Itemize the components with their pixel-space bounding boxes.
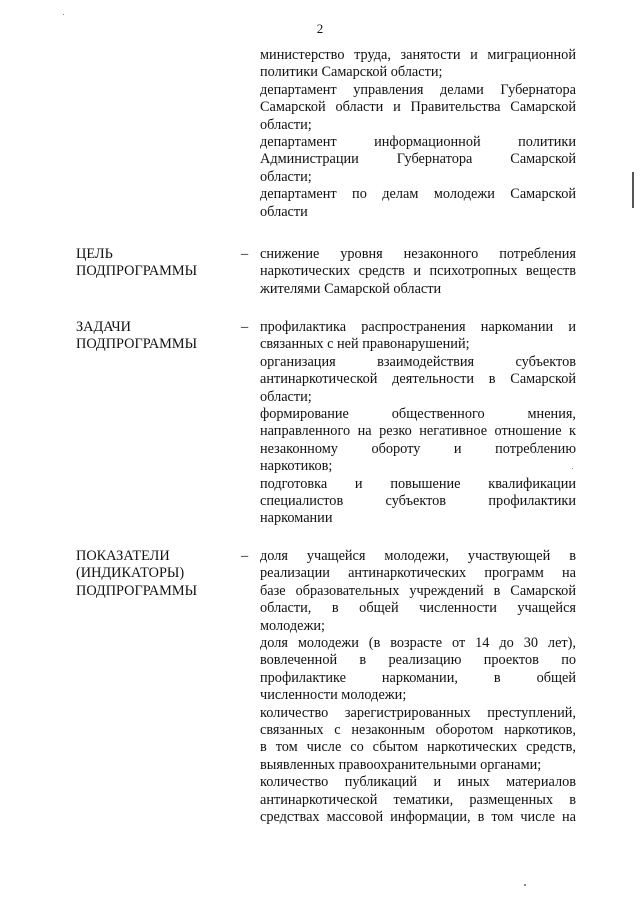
executors-list [260, 47, 576, 221]
text-line: антинаркотической деятельности в Самарской [260, 371, 576, 388]
text-line: специалистов субъектов профилактики [260, 493, 576, 510]
text-line: направленного на резко негативное отношение к [260, 423, 576, 440]
page-number: 2 [316, 21, 324, 36]
indicators-dash: – [241, 548, 249, 564]
tasks-label [76, 319, 226, 354]
indicator-item [260, 774, 576, 826]
text-line: вовлеченной в реализацию проектов по [260, 652, 576, 669]
text-line: формирование общественного мнения, [260, 406, 576, 423]
text-line: наркотиков; [260, 458, 333, 475]
text-line: наркомании [260, 510, 333, 527]
goal-text [260, 246, 576, 298]
text-line: антинаркотической тематики, размещенных в [260, 791, 576, 808]
text-line: министерство труда, занятости и миграционной [260, 47, 576, 63]
text-line: в том числе со сбытом наркотических средств, [260, 739, 576, 756]
text-line: департамент управления делами Губернатора [260, 81, 576, 98]
text-line: подготовка и повышение квалификации [260, 475, 576, 492]
scan-edge-mark [632, 172, 634, 208]
text-line: связанных с ней правонарушений; [260, 336, 470, 353]
tasks-list [260, 319, 576, 528]
executor-item [260, 134, 576, 186]
text-line: жителями Самарской области [260, 280, 442, 297]
text-line: департамент по делам молодежи Самарской [260, 186, 576, 203]
text-line: доля молодежи (в возрасте от 14 до 30 лет), [260, 635, 576, 652]
text-line: снижение уровня незаконного потребления [260, 246, 576, 262]
task-item [260, 319, 576, 354]
text-line: незаконному обороту и потреблению [260, 440, 576, 457]
scan-speck [572, 468, 573, 469]
goal-dash: – [241, 246, 249, 262]
text-line: количество публикаций и иных материалов [260, 774, 576, 791]
label-line: ПОДПРОГРАММЫ [76, 582, 198, 599]
label-line: (ИНДИКАТОРЫ) [76, 565, 185, 582]
text-line: организация взаимодействия субъектов [260, 353, 576, 370]
text-line: области; [260, 116, 312, 133]
text-line: базе образовательных учреждений в Самарской [260, 582, 576, 599]
task-item [260, 476, 576, 528]
executor-item [260, 47, 576, 82]
text-line: профилактике наркомании, в общей [260, 669, 576, 686]
text-line: области; [260, 168, 312, 185]
indicator-item [260, 705, 576, 775]
text-line: молодежи; [260, 617, 325, 634]
executor-item [260, 82, 576, 134]
indicators-label [76, 548, 226, 600]
text-line: профилактика распространения наркомании и [260, 319, 576, 335]
text-line: департамент информационной политики [260, 134, 576, 151]
label-line: ПОДПРОГРАММЫ [76, 263, 198, 280]
scan-speck [524, 884, 526, 886]
scan-speck [63, 14, 64, 15]
label-line: ПОКАЗАТЕЛИ [76, 548, 170, 564]
text-line: связанных с незаконным оборотом наркотиков, [260, 722, 576, 739]
text-line: области, в общей численности учащейся [260, 600, 576, 617]
goal-label [76, 246, 226, 281]
indicator-item [260, 635, 576, 705]
text-line: наркотических средств и психотропных веществ [260, 263, 576, 280]
task-item [260, 406, 576, 476]
tasks-dash: – [241, 319, 249, 335]
text-line: средствах массовой информации, в том числе на [260, 809, 576, 826]
executor-item [260, 186, 576, 221]
text-line: политики Самарской области; [260, 64, 443, 81]
text-line: реализации антинаркотических программ на [260, 565, 576, 582]
text-line: доля учащейся молодежи, участвующей в [260, 548, 576, 564]
label-line: ЗАДАЧИ [76, 319, 132, 335]
indicator-item [260, 548, 576, 635]
text-line: области [260, 203, 308, 220]
text-line: выявленных правоохранительными органами; [260, 756, 542, 773]
indicators-list [260, 548, 576, 827]
label-line: ПОДПРОГРАММЫ [76, 336, 198, 353]
text-line: Самарской области и Правительства Самарской [260, 99, 576, 116]
text-line: численности молодежи; [260, 687, 407, 704]
label-line: ЦЕЛЬ [76, 246, 113, 262]
text-line: количество зарегистрированных преступлений, [260, 704, 576, 721]
task-item [260, 354, 576, 406]
text-line: области; [260, 388, 312, 405]
text-line: Администрации Губернатора Самарской [260, 151, 576, 168]
